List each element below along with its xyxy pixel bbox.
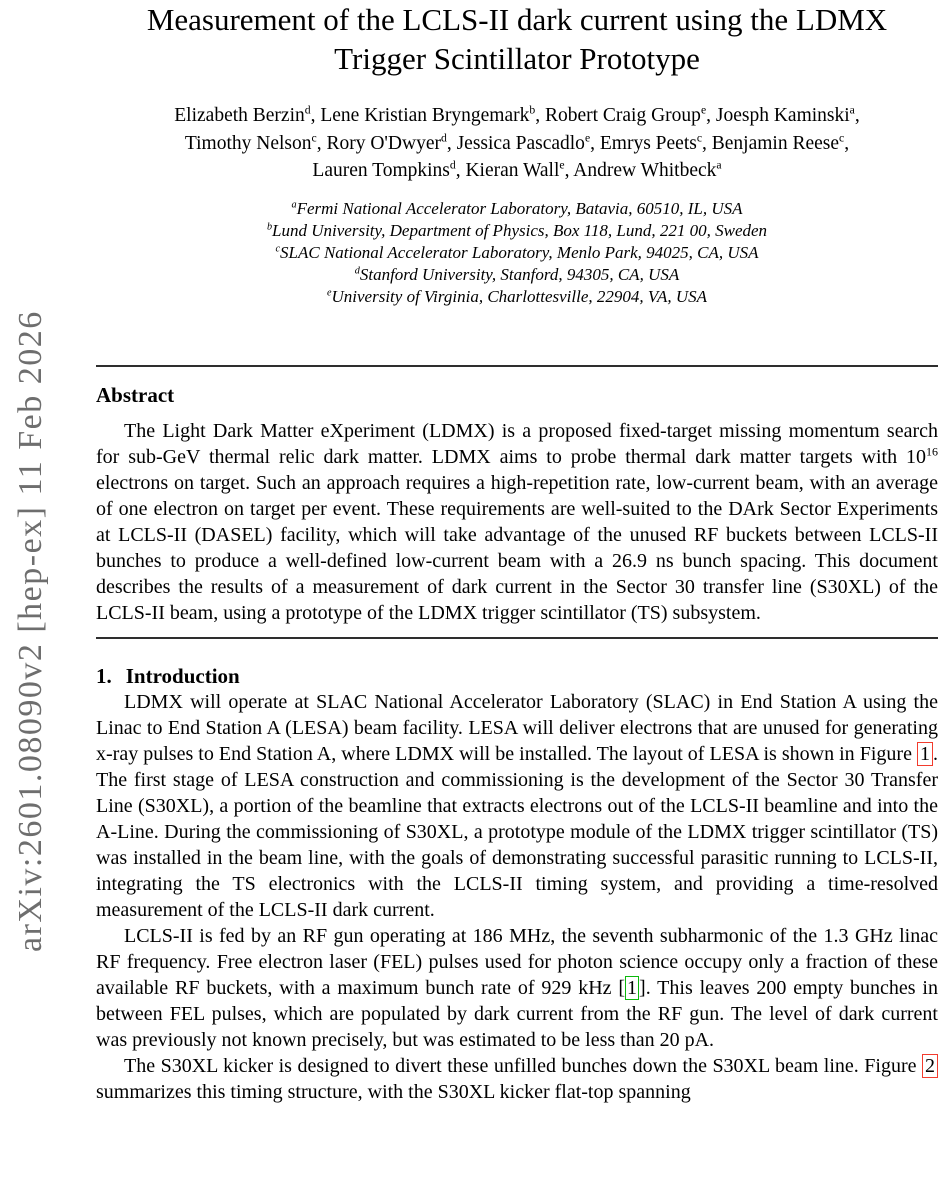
author <box>174 105 320 126</box>
author <box>600 133 712 154</box>
author-separator: , <box>455 160 466 181</box>
author-name: Andrew Whitbeck <box>573 160 717 181</box>
affiliation-mark: a <box>291 198 297 210</box>
citation-1-link[interactable]: 1 <box>627 976 638 999</box>
author-name: Elizabeth Berzin <box>174 105 305 126</box>
author-affiliation-mark: a <box>716 158 722 172</box>
author-separator: , <box>535 105 545 126</box>
paragraph-text: LDMX will operate at SLAC National Accelerator Laboratory (SLAC) in End Station A using the Linac to End Station A (LESA) beam facility. LESA will deliver electrons that are unused for generating x-ray pulses to End Station A, where LDMX will be installed. The layout of LESA is shown in Figure <box>96 690 938 765</box>
intro-paragraph-2 <box>96 923 938 1053</box>
author-affiliation-mark: c <box>839 131 845 144</box>
section-heading-introduction <box>96 664 938 689</box>
author-name: Joesph Kaminski <box>715 105 850 126</box>
author-separator: , <box>844 132 850 154</box>
author <box>573 160 721 181</box>
author-name: Benjamin Reese <box>711 132 840 154</box>
intro-paragraph-1 <box>96 689 938 923</box>
author <box>320 105 545 126</box>
author <box>545 105 716 126</box>
author-separator: , <box>446 132 457 154</box>
author-name: Kieran Wall <box>465 160 560 181</box>
abstract-text-part: electrons on target. Such an approach requires a high-repetition rate, low-current beam, with an average of one electron on target per event. These requirements are well-suited to the DArk Sector Experiments at LCLS-II (DASEL) facility, which will take advantage of the unused RF buckets between LCLS-II bunches to produce a well-defined low-current beam with a 26.9 ns bunch spacing. This document describes the results of a measurement of dark current in the Sector 30 transfer line (S30XL) of the LCLS-II beam, using a prototype of the LDMX trigger scintillator (TS) subsystem. <box>96 471 938 624</box>
author-affiliation-mark: d <box>449 158 456 172</box>
author-name: Lauren Tompkins <box>312 160 450 181</box>
affiliation-line <box>96 286 938 308</box>
exponent: 16 <box>926 443 938 458</box>
author-affiliation-mark: d <box>441 131 447 144</box>
author-name: Jessica Pascadlo <box>456 132 585 154</box>
authors-block <box>96 102 938 185</box>
affiliation-text: University of Virginia, Charlottesville, 22904, VA, USA <box>331 286 708 306</box>
paper-title-line-1: Measurement of the LCLS-II dark current using the LDMX <box>146 2 888 37</box>
author-affiliation-mark: e <box>584 131 591 144</box>
affiliation-mark: c <box>275 242 281 254</box>
paragraph-text: . The first stage of LESA construction and commissioning is the development of the Sector 30 Transfer Line (S30XL), a portion of the beamline that extracts electrons out of the LCLS-II beamline and into the A-Line. During the commissioning of S30XL, a prototype module of the LDMX trigger scintillator (TS) was installed in the beam line, with the goals of demonstrating successful parasitic running to LCLS-II, integrating the TS electronics with the LCLS-II timing system, and providing a time-resolved measurement of the LCLS-II dark current. <box>96 742 938 921</box>
section-title: Introduction <box>125 663 240 688</box>
affiliation-text: Fermi National Accelerator Laboratory, Batavia, 60510, IL, USA <box>296 198 743 218</box>
figure-2-link[interactable]: 2 <box>922 1054 938 1078</box>
author <box>465 160 573 181</box>
author-affiliation-mark: d <box>304 103 311 117</box>
author-affiliation-mark: c <box>311 131 317 144</box>
affiliation-text: SLAC National Accelerator Laboratory, Menlo Park, 94025, CA, USA <box>280 242 759 262</box>
affiliation-text: Stanford University, Stanford, 94305, CA, USA <box>359 264 680 284</box>
affiliation-mark: b <box>266 220 273 232</box>
author <box>712 133 849 154</box>
affiliation-line <box>96 220 938 242</box>
section-number: 1. <box>96 663 112 688</box>
abstract-rule-top <box>96 365 938 367</box>
paper-title <box>96 0 938 78</box>
author-separator: , <box>564 160 574 181</box>
author-separator: , <box>310 105 321 126</box>
paragraph-text: LCLS-II is fed by an RF gun operating at 186 MHz, the seventh subharmonic of the 1.3 GHz linac RF frequency. Free electron laser (FEL) pulses used for photon science occupy only a fraction of these available RF buckets, with a maximum bunch rate of 929 kHz [ <box>96 924 938 999</box>
author <box>185 133 327 154</box>
affiliations-block <box>96 198 938 308</box>
affiliation-line <box>96 242 938 264</box>
affiliation-line <box>96 198 938 220</box>
paper-page <box>96 0 938 1105</box>
author-affiliation-mark: e <box>700 103 707 117</box>
paragraph-text: ]. This leaves 200 empty bunches in between FEL pulses, which are populated by dark current from the RF gun. The level of dark current was previously not known precisely, but was estimated to be less than 20 pA. <box>96 976 938 1051</box>
author-name: Lene Kristian Bryngemark <box>320 105 530 126</box>
paragraph-text: The S30XL kicker is designed to divert these unfilled bunches down the S30XL beam line. Figure <box>124 1054 922 1077</box>
author <box>326 133 456 154</box>
arxiv-stamp: arXiv:2601.08090v2 [hep-ex] 11 Feb 2026 <box>12 310 49 952</box>
author-separator: , <box>706 105 716 126</box>
abstract-rule-bottom <box>96 637 938 639</box>
author <box>716 105 860 126</box>
author-affiliation-mark: e <box>559 158 565 172</box>
author-name: Rory O'Dwyer <box>326 132 441 154</box>
intro-paragraph-3 <box>96 1053 938 1105</box>
figure-1-link[interactable]: 1 <box>917 742 933 766</box>
abstract-text-part: The Light Dark Matter eXperiment (LDMX) is a proposed fixed-target missing momentum search for sub-GeV thermal relic dark matter. LDMX aims to probe thermal dark matter targets with 10 <box>96 419 938 468</box>
author-separator: , <box>590 132 600 154</box>
author-separator: , <box>702 132 712 154</box>
affiliation-mark: d <box>354 264 360 276</box>
affiliation-line <box>96 264 938 286</box>
paper-title-line-2: Trigger Scintillator Prototype <box>334 41 700 76</box>
author-name: Emrys Peets <box>599 132 697 154</box>
author-affiliation-mark: b <box>529 103 536 117</box>
affiliation-mark: e <box>326 286 332 298</box>
paragraph-text: summarizes this timing structure, with the S30XL kicker flat-top spanning <box>96 1080 691 1103</box>
author-name: Timothy Nelson <box>184 132 312 154</box>
abstract-heading: Abstract <box>96 382 175 407</box>
author-affiliation-mark: a <box>849 103 855 117</box>
author <box>457 133 600 154</box>
author-separator: , <box>854 105 860 126</box>
author-affiliation-mark: c <box>696 131 703 144</box>
author-name: Robert Craig Group <box>544 105 701 126</box>
author-separator: , <box>316 132 327 154</box>
affiliation-text: Lund University, Department of Physics, Box 118, Lund, 221 00, Sweden <box>272 220 768 240</box>
author <box>312 160 465 181</box>
abstract-text <box>96 418 938 626</box>
